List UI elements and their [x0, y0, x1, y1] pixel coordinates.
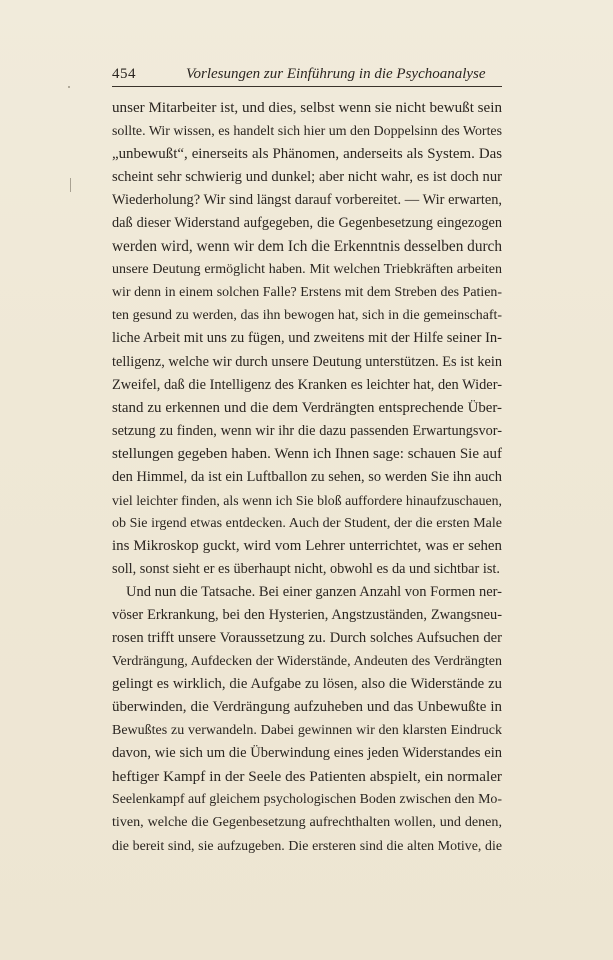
- text-line: sollte. Wir wissen, es handelt sich hier um den Doppelsinn des Wortes: [112, 124, 502, 140]
- text-line: Zweifel, daß die Intelligenz des Kranken es leichter hat, den Wider-: [112, 376, 502, 393]
- text-line: ins Mikroskop guckt, wird vom Lehrer unterrichtet, was er sehen: [112, 537, 502, 554]
- text-line: „unbewußt“, einerseits als Phänomen, anderseits als System. Das: [112, 146, 502, 163]
- text-line: werden wird, wenn wir dem Ich die Erkenntnis desselben durch: [112, 238, 502, 256]
- text-line: viel leichter finden, als wenn ich Sie bloß auffordere hinaufzuschauen,: [112, 492, 502, 508]
- text-line: den Himmel, da ist ein Luftballon zu sehen, so werden Sie ihn auch: [112, 468, 502, 485]
- text-line: soll, sonst sieht er es überhaupt nicht, obwohl es da und sichtbar ist.: [112, 560, 500, 577]
- text-line: unser Mitarbeiter ist, und dies, selbst wenn sie nicht bewußt sein: [112, 100, 502, 116]
- running-header: [112, 64, 502, 87]
- running-title: Vorlesungen zur Einführung in die Psychoanalyse: [186, 66, 486, 82]
- text-line: stellungen gegeben haben. Wenn ich Ihnen sage: schauen Sie auf: [112, 445, 502, 462]
- paper-speck: [68, 86, 70, 88]
- body-text: [112, 97, 502, 858]
- text-line: Wiederholung? Wir sind längst darauf vorbereitet. — Wir erwarten,: [112, 192, 502, 209]
- text-line: setzung zu finden, wenn wir ihr die dazu passenden Erwartungsvor-: [112, 422, 502, 439]
- text-line: liche Arbeit mit uns zu fügen, und zweitens mit der Hilfe seiner In-: [112, 330, 502, 347]
- text-line: Und nun die Tatsache. Bei einer ganzen Anzahl von Formen ner-: [126, 583, 502, 600]
- text-line: Verdrängung, Aufdecken der Widerstände, Andeuten des Verdrängten: [112, 654, 502, 670]
- text-line: scheint sehr schwierig und dunkel; aber nicht wahr, es ist doch nur: [112, 169, 502, 186]
- text-line: Seelenkampf auf gleichem psychologischen Boden zwischen den Mo-: [112, 792, 502, 808]
- text-line: Bewußtes zu verwandeln. Dabei gewinnen wir den klarsten Eindruck: [112, 723, 502, 739]
- text-line: davon, wie sich um die Überwindung eines jeden Widerstandes ein: [112, 745, 502, 762]
- text-line: telligenz, welche wir durch unsere Deutung unterstützen. Es ist kein: [112, 353, 502, 370]
- text-line: tiven, welche die Gegenbesetzung aufrechthalten wollen, und denen,: [112, 814, 502, 831]
- text-line: ob Sie irgend etwas entdecken. Auch der Student, der die ersten Male: [112, 515, 502, 531]
- text-line: rosen trifft unsere Voraussetzung zu. Durch solches Aufsuchen der: [112, 630, 502, 647]
- text-line: gelingt es wirklich, die Aufgabe zu lösen, also die Widerstände zu: [112, 676, 502, 693]
- text-line: die bereit sind, sie aufzugeben. Die ersteren sind die alten Motive, die: [112, 838, 502, 854]
- page-number: 454: [112, 66, 136, 82]
- text-line: überwinden, die Verdrängung aufzuheben und das Unbewußte in: [112, 699, 502, 716]
- text-line: heftiger Kampf in der Seele des Patienten abspielt, ein normaler: [112, 768, 502, 786]
- paper-mark: [70, 178, 71, 192]
- text-line: vöser Erkrankung, bei den Hysterien, Angstzuständen, Zwangsneu-: [112, 607, 502, 624]
- text-line: daß dieser Widerstand aufgegeben, die Gegenbesetzung eingezogen: [112, 215, 502, 232]
- text-line: wir denn in einem solchen Falle? Erstens mit dem Streben des Patien-: [112, 285, 502, 301]
- text-line: stand zu erkennen und die dem Verdrängten entsprechende Über-: [112, 399, 502, 416]
- text-line: ten gesund zu werden, das ihn bewogen hat, sich in die gemeinschaft-: [112, 308, 502, 324]
- text-line: unsere Deutung ermöglicht haben. Mit welchen Triebkräften arbeiten: [112, 262, 502, 278]
